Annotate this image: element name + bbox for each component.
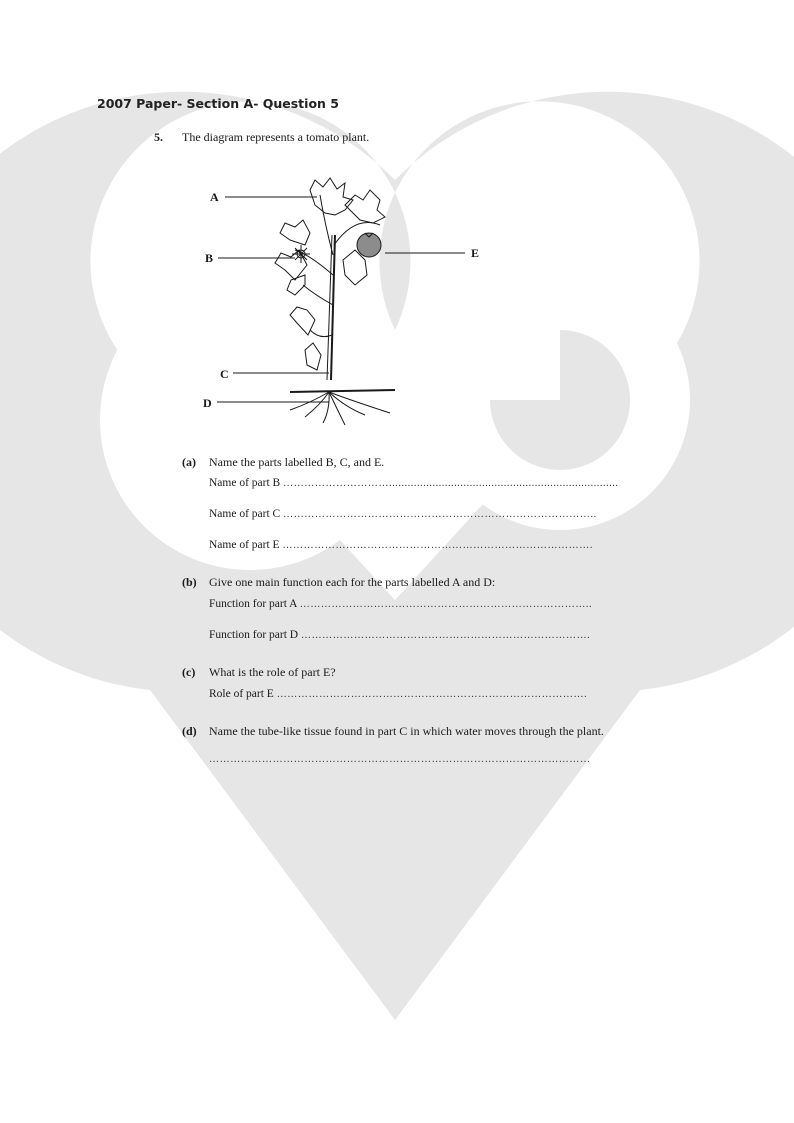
part-d-question: Name the tube-like tissue found in part C in which water moves through the plant.	[209, 724, 604, 738]
answer-dots: ……………………………………………………………………………..	[283, 509, 597, 520]
answer-dots: …………………………………………………………………………….	[276, 689, 588, 700]
question-number: 5.	[154, 130, 163, 144]
answer-prompt: Name of part C	[209, 508, 281, 520]
part-c-label: (c)	[182, 665, 196, 679]
answer-line-part-b[interactable]	[209, 477, 619, 489]
part-a-question: Name the parts labelled B, C, and E.	[209, 455, 385, 469]
answer-line-role-e[interactable]	[209, 688, 587, 700]
answer-line-function-a[interactable]	[209, 598, 592, 610]
answer-prompt: Role of part E	[209, 688, 274, 700]
part-c-question: What is the role of part E?	[209, 665, 336, 679]
answer-dots: ………………………………………………………………………………………………	[209, 754, 591, 765]
question-intro: The diagram represents a tomato plant.	[182, 130, 370, 144]
answer-dots: …………………………………………………………………………….	[282, 540, 593, 551]
answer-dots: ……………………………………………………………………….	[300, 630, 591, 641]
label-b: B	[205, 251, 214, 265]
label-a: A	[210, 190, 219, 204]
answer-line-part-c[interactable]	[209, 508, 597, 520]
part-d-label: (d)	[182, 724, 197, 738]
answer-line-function-d[interactable]	[209, 629, 590, 641]
answer-prompt: Function for part D	[209, 629, 299, 641]
answer-prompt: Name of part B	[209, 477, 281, 489]
label-d: D	[203, 396, 212, 410]
answer-prompt: Name of part E	[209, 539, 280, 551]
page-header: 2007 Paper- Section A- Question 5	[97, 96, 339, 111]
answer-prompt: Function for part A	[209, 598, 297, 610]
tomato-plant-diagram	[195, 175, 495, 435]
part-a-label: (a)	[182, 455, 196, 469]
part-b-question: Give one main function each for the parts labelled A and D:	[209, 575, 496, 589]
answer-dots: …………………………..........................................................................	[283, 478, 619, 489]
part-b-label: (b)	[182, 575, 197, 589]
label-e: E	[471, 246, 480, 260]
answer-dots: ………………………………………………………………………..	[299, 599, 593, 610]
answer-line-part-e[interactable]	[209, 539, 593, 551]
label-c: C	[220, 367, 229, 381]
answer-line-tissue[interactable]	[209, 753, 591, 765]
